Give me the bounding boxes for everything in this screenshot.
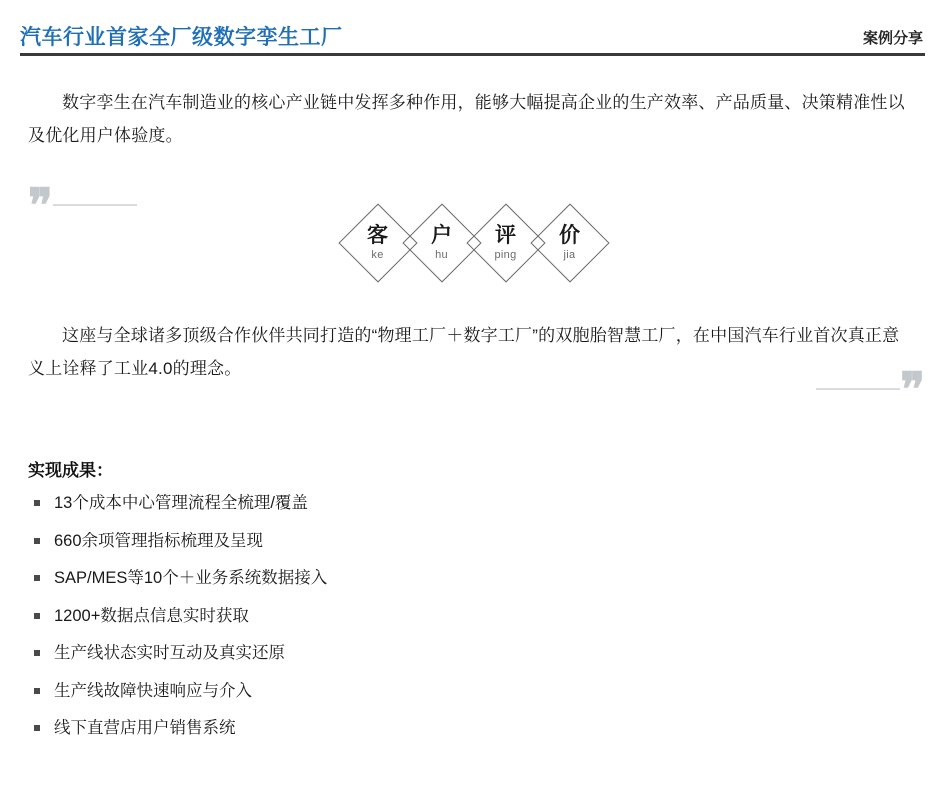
list-item-label: 660余项管理指标梳理及呈现: [54, 531, 264, 550]
badge-pinyin: jia: [563, 249, 576, 262]
badge-char: 户: [431, 223, 452, 247]
list-item-label: 线下直营店用户销售系统: [54, 719, 236, 738]
list-item-label: 生产线故障快速响应与介入: [54, 681, 252, 700]
page-title: 汽车行业首家全厂级数字孪生工厂: [20, 26, 343, 49]
list-item: [28, 495, 919, 512]
badge-text: [495, 225, 517, 262]
customer-review-badge: [0, 204, 947, 282]
square-bullet-icon: [34, 650, 40, 656]
badge-pinyin: ke: [371, 249, 384, 262]
section-label: 案例分享: [862, 30, 923, 47]
badge-char: 客: [367, 223, 388, 247]
page-header: [0, 0, 947, 56]
quote-close-rule: [816, 388, 900, 390]
square-bullet-icon: [34, 538, 40, 544]
quote-close-mark: [816, 364, 925, 416]
list-item-label: 13个成本中心管理流程全梳理/覆盖: [54, 494, 308, 513]
square-bullet-icon: [34, 575, 40, 581]
list-item: [28, 608, 919, 625]
list-item: [28, 533, 919, 550]
badge-char: 价: [559, 223, 580, 247]
quote-paragraph: 这座与全球诸多顶级合作伙伴共同打造的“物理工厂＋数字工厂”的双胞胎智慧工厂，在中国汽车行业首次真正意义上诠释了工业4.0的理念。: [28, 326, 900, 379]
square-bullet-icon: [34, 688, 40, 694]
badge-pinyin: hu: [435, 249, 448, 262]
square-bullet-icon: [34, 613, 40, 619]
square-bullet-icon: [34, 725, 40, 731]
results-list: [28, 495, 919, 737]
results-section: [28, 456, 919, 737]
customer-quote-block: [0, 180, 947, 450]
quote-open-glyph: ❞: [28, 180, 53, 232]
badge-pinyin: ping: [494, 249, 517, 262]
badge-text: [559, 225, 580, 262]
list-item: [28, 645, 919, 662]
square-bullet-icon: [34, 500, 40, 506]
badge-text: [367, 225, 388, 262]
list-item: [28, 683, 919, 700]
list-item-label: SAP/MES等10个＋业务系统数据接入: [54, 569, 328, 588]
list-item: [28, 720, 919, 737]
quote-close-glyph: ❞: [900, 364, 925, 416]
badge-diamond: [531, 204, 609, 282]
intro-paragraph: 数字孪生在汽车制造业的核心产业链中发挥多种作用，能够大幅提高企业的生产效率、产品质量、决策精准性以及优化用户体验度。: [28, 93, 905, 146]
results-title: 实现成果：: [28, 461, 113, 481]
list-item-label: 生产线状态实时互动及真实还原: [54, 644, 285, 663]
list-item: [28, 570, 919, 587]
badge-char: 评: [495, 223, 516, 247]
list-item-label: 1200+数据点信息实时获取: [54, 606, 249, 625]
badge-text: [431, 225, 452, 262]
header-divider: [20, 53, 925, 56]
